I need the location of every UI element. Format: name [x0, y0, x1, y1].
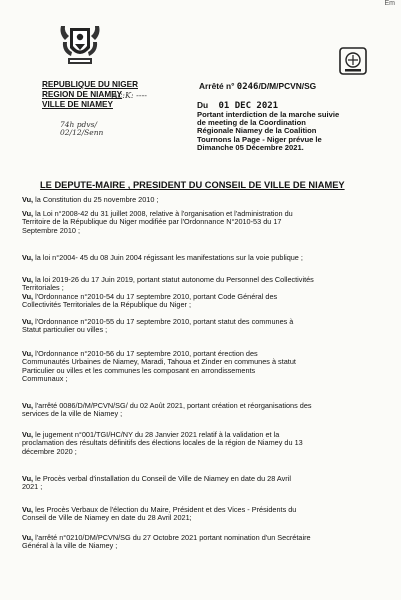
arrete-number-line	[199, 81, 316, 92]
visa-line: Communautés Urbaines de Niamey, Maradi, Tahoua et Zinder en communes à statut	[22, 357, 296, 367]
visa-paragraph	[22, 254, 387, 262]
vu-prefix: Vu,	[22, 430, 34, 439]
handwritten-reference-line-2: 02/12/Senn	[60, 128, 104, 137]
niger-coat-of-arms-emblem	[58, 22, 102, 66]
arrete-suffix: /D/M/PCVN/SG	[258, 81, 317, 91]
visa-line: 2021 ;	[22, 482, 43, 492]
visa-paragraph	[22, 210, 387, 235]
visa-line: Vu, l'Ordonnance n°2010-55 du 17 septembre 2010, portant statut des communes à	[22, 317, 294, 326]
subject-line: Tournons la Page - Niger prévue le	[197, 134, 322, 144]
visa-line: décembre 2020 ;	[22, 446, 77, 456]
visa-paragraph	[22, 318, 387, 335]
vu-prefix: Vu,	[22, 349, 34, 358]
subject-line: Dimanche 05 Décembre 2021.	[197, 142, 304, 152]
visa-paragraph	[22, 402, 387, 419]
du-label: Du	[197, 100, 209, 110]
visa-paragraph	[22, 506, 387, 523]
visa-line: Vu, le jugement n°001/TGI/HC/NY du 28 Janvier 2021 relatif à la validation et la	[22, 430, 280, 439]
vu-prefix: Vu,	[22, 275, 34, 284]
visa-line: Statut particulier ou villes ;	[22, 325, 108, 335]
handwritten-annotation: Ac:K: ----	[112, 91, 147, 100]
arrete-label: Arrêté n°	[199, 81, 235, 91]
visa-paragraph	[22, 350, 387, 384]
visa-line: Vu, l'arrêté 0086/D/M/PCVN/SG/ du 02 Août 2021, portant création et réorganisations des	[22, 401, 312, 410]
arrete-subject	[197, 111, 387, 152]
visa-line: Vu, les Procès Verbaux de l'élection du Maire, Président et des Vices - Présidents du	[22, 505, 297, 514]
subject-line: Régionale Niamey de la Coalition	[197, 126, 317, 136]
subject-line: Portant interdiction de la marche suivie	[197, 110, 340, 119]
visa-line: Territoriales ;	[22, 283, 64, 293]
vu-prefix: Vu,	[22, 253, 34, 262]
arrete-date: 01 DEC 2021	[218, 101, 279, 111]
visa-line: Particulier ou villes et les communes les composant en arrondissements	[22, 365, 256, 375]
visa-line: Vu, l'arrêté n°0210/DM/PCVN/SG du 27 Octobre 2021 portant nomination d'un Secrétaire	[22, 533, 311, 542]
visa-paragraph	[22, 293, 387, 310]
region-label: REGION DE NIAMEY	[42, 90, 123, 99]
visa-line: Vu, le Procès verbal d'installation du Conseil de Ville de Niamey en date du 28 Avril	[22, 474, 291, 483]
visa-line: Septembre 2010 ;	[22, 225, 81, 235]
visa-line: Vu, l'Ordonnance n°2010-56 du 17 septembre 2010, portant érection des	[22, 349, 258, 358]
visa-line: Vu, la Loi n°2008-42 du 31 juillet 2008, relative à l'organisation et l'administration du	[22, 209, 293, 218]
vu-prefix: Vu,	[22, 209, 34, 218]
visa-line: Vu, la loi 2019-26 du 17 Juin 2019, portant statut autonome du Personnel des Collectivités	[22, 275, 314, 284]
visa-paragraph	[22, 431, 387, 456]
corner-mark: Em	[384, 0, 395, 7]
visa-paragraph	[22, 196, 387, 204]
subject-line: de meeting de la Coordination	[197, 118, 306, 128]
ville-niamey-stamp-emblem	[338, 46, 368, 76]
visa-line: Communaux ;	[22, 374, 68, 384]
visa-line: Général à la ville de Niamey ;	[22, 541, 118, 551]
visa-line: Collectivités Territoriales de la République du Niger ;	[22, 300, 191, 310]
visa-line: Territoire de la République du Niger modifiée par l'Ordonnance N°2010-53 du 17	[22, 217, 282, 227]
vu-prefix: Vu,	[22, 533, 34, 542]
visa-paragraph	[22, 276, 387, 293]
visa-line: Vu, la Constitution du 25 novembre 2010 ;	[22, 195, 159, 204]
vu-prefix: Vu,	[22, 401, 34, 410]
republic-label: REPUBLIQUE DU NIGER	[42, 80, 138, 89]
vu-prefix: Vu,	[22, 195, 34, 204]
visa-line: Vu, la loi n°2004- 45 du 08 Juin 2004 régissant les manifestations sur la voie publique ;	[22, 253, 303, 262]
handwritten-reference	[60, 121, 103, 137]
vu-prefix: Vu,	[22, 292, 34, 301]
arrete-number: 0246	[236, 82, 259, 92]
vu-prefix: Vu,	[22, 474, 34, 483]
visa-line: proclamation des résultats définitifs des élections locales de la région de Niamey du 13	[22, 438, 303, 448]
visa-line: Conseil de Ville de Niamey en date du 28 Avril 2021;	[22, 513, 192, 523]
visa-paragraph	[22, 475, 387, 492]
visa-paragraph	[22, 534, 387, 551]
handwritten-reference-line-1: 74h pdvs/	[60, 120, 97, 129]
document-title: LE DEPUTE-MAIRE , PRESIDENT DU CONSEIL DE VILLE DE NIAMEY	[40, 180, 345, 190]
visa-line: Vu, l'Ordonnance n°2010-54 du 17 septembre 2010, portant Code Général des	[22, 292, 278, 301]
vu-prefix: Vu,	[22, 317, 34, 326]
vu-prefix: Vu,	[22, 505, 34, 514]
visa-line: services de la ville de Niamey ;	[22, 409, 123, 419]
ville-label: VILLE DE NIAMEY	[42, 100, 113, 109]
